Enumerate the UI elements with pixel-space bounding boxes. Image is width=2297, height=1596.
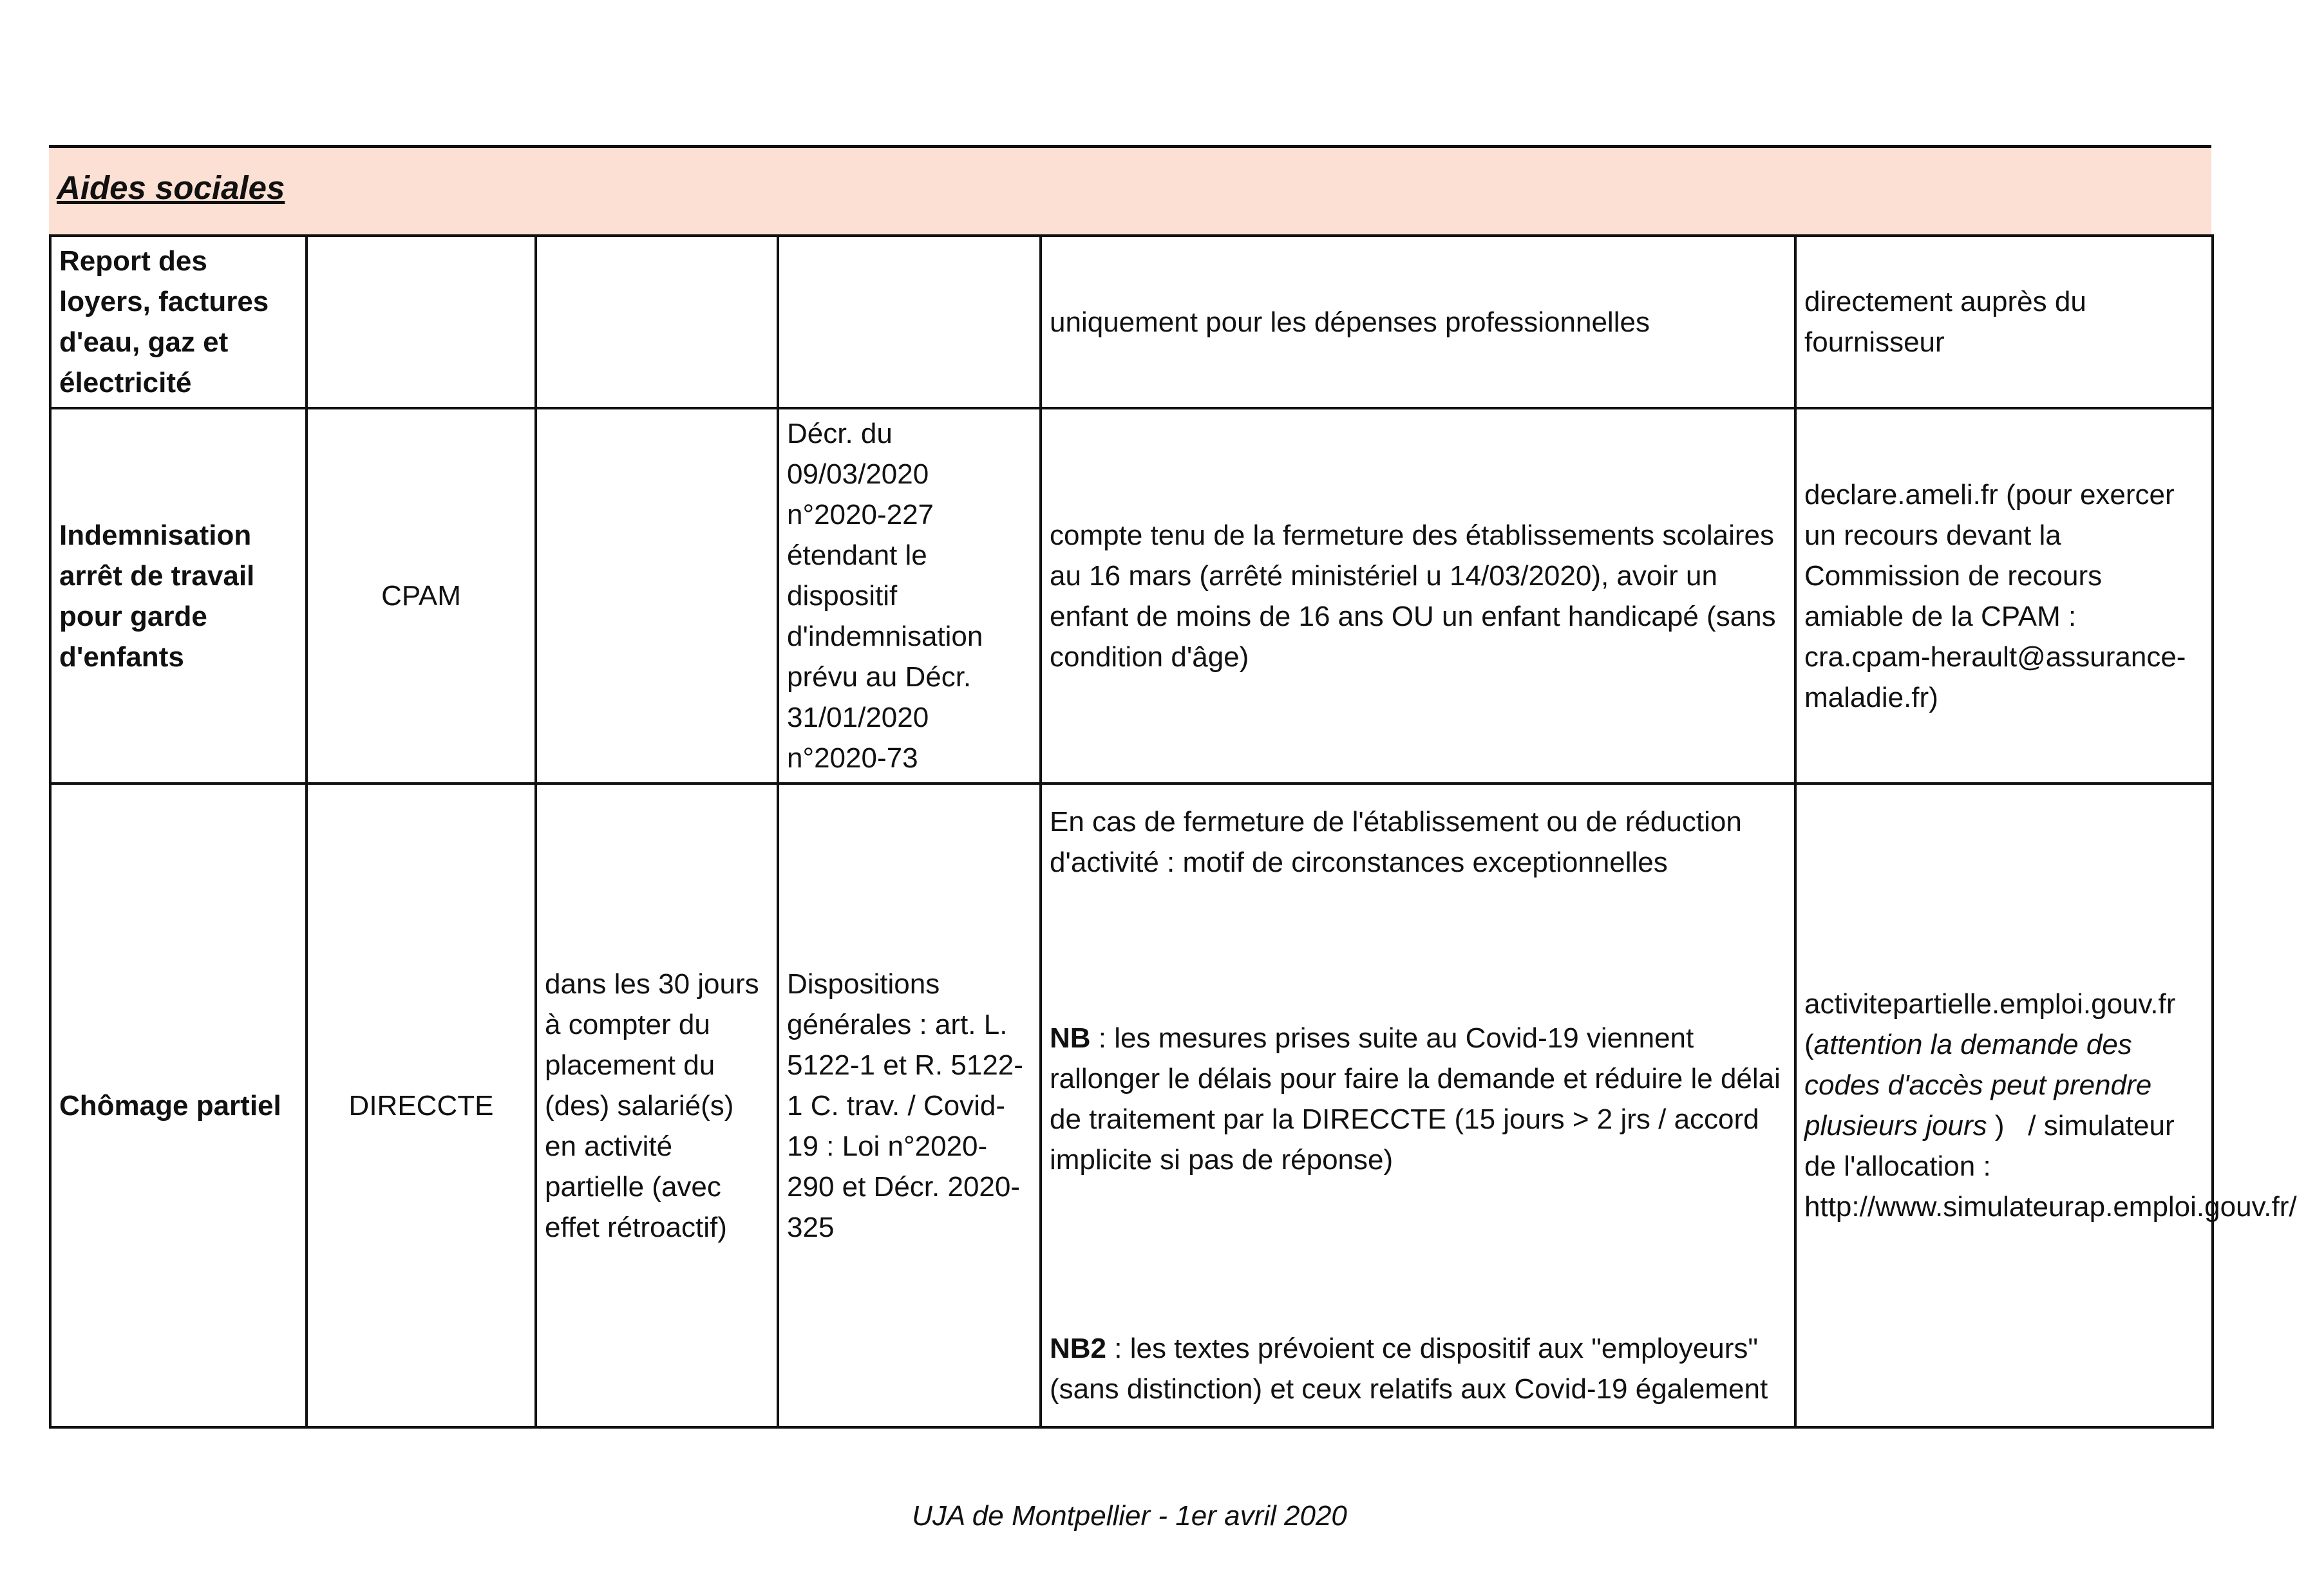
nb2-text: : les textes prévoient ce dispositif aux "employeurs" (sans distinction) et ceux relatifs aux Covid-19 également <box>1050 1333 1768 1405</box>
section-title: Aides sociales <box>57 169 285 206</box>
nb-text: : les mesures prises suite au Covid-19 viennent rallonger le délais pour faire la demande et réduire le délai de traitement par la DIRECCTE (15 jours > 2 jrs / accord implicite si pas de réponse) <box>1050 1022 1781 1176</box>
demarche-open-paren: ( <box>1804 1029 1814 1060</box>
texte-cell: Décr. du 09/03/2020 n°2020-227 étendant le dispositif d'indemnisation prévu au Décr. 31/01/2020 n°2020-73 <box>778 408 1041 784</box>
paragraph-gap <box>1050 1180 1786 1328</box>
table-row <box>50 236 2213 408</box>
demarche-cell: declare.ameli.fr (pour exercer un recours devant la Commission de recours amiable de la CPAM : cra.cpam-herault@assurance-maladie.fr) <box>1795 408 2213 784</box>
delai-cell <box>536 408 778 784</box>
nb-paragraph <box>1050 1018 1786 1180</box>
conditions-cell: uniquement pour les dépenses professionnelles <box>1041 236 1795 408</box>
organisme-cell <box>307 236 536 408</box>
conditions-paragraph: En cas de fermeture de l'établissement ou de réduction d'activité : motif de circonstances exceptionnelles <box>1050 806 1742 878</box>
organisme-cell: CPAM <box>307 408 536 784</box>
section-header <box>49 148 2211 234</box>
organisme-cell: DIRECCTE <box>307 784 536 1427</box>
row-name-indemnisation: Indemnisation arrêt de travail pour garde d'enfants <box>50 408 307 784</box>
demarche-italic-note: attention la demande des codes d'accès peut prendre plusieurs jours <box>1804 1029 2152 1141</box>
nb2-paragraph <box>1050 1328 1786 1409</box>
row-name-chomage-partiel: Chômage partiel <box>50 784 307 1427</box>
aides-table <box>49 234 2297 1429</box>
texte-cell: Dispositions générales : art. L. 5122-1 et R. 5122-1 C. trav. / Covid-19 : Loi n°2020-290 et Décr. 2020-325 <box>778 784 1041 1427</box>
table-row <box>50 784 2213 1427</box>
demarche-url: activitepartielle.emploi.gouv.fr <box>1804 988 2176 1020</box>
demarche-cell: directement auprès du fournisseur <box>1795 236 2213 408</box>
delai-cell <box>536 236 778 408</box>
conditions-cell <box>1041 784 1795 1427</box>
demarche-cell <box>1795 784 2297 1427</box>
nb2-label: NB2 <box>1050 1333 1107 1364</box>
delai-cell: dans les 30 jours à compter du placement du (des) salarié(s) en activité partielle (avec effet rétroactif) <box>536 784 778 1427</box>
nb-label: NB <box>1050 1022 1091 1054</box>
texte-cell <box>778 236 1041 408</box>
paragraph-gap <box>1050 883 1786 1018</box>
demarche-rest: ) / simulateur de l'allocation : http://www.simulateurap.emploi.gouv.fr/ <box>1804 1110 2297 1223</box>
conditions-cell: compte tenu de la fermeture des établissements scolaires au 16 mars (arrêté ministériel u 14/03/2020), avoir un enfant de moins de 16 ans OU un enfant handicapé (sans condition d'âge) <box>1041 408 1795 784</box>
row-name-report-loyers: Report des loyers, factures d'eau, gaz et électricité <box>50 236 307 408</box>
footer-text: UJA de Montpellier - 1er avril 2020 <box>912 1500 1347 1532</box>
table-row <box>50 408 2213 784</box>
